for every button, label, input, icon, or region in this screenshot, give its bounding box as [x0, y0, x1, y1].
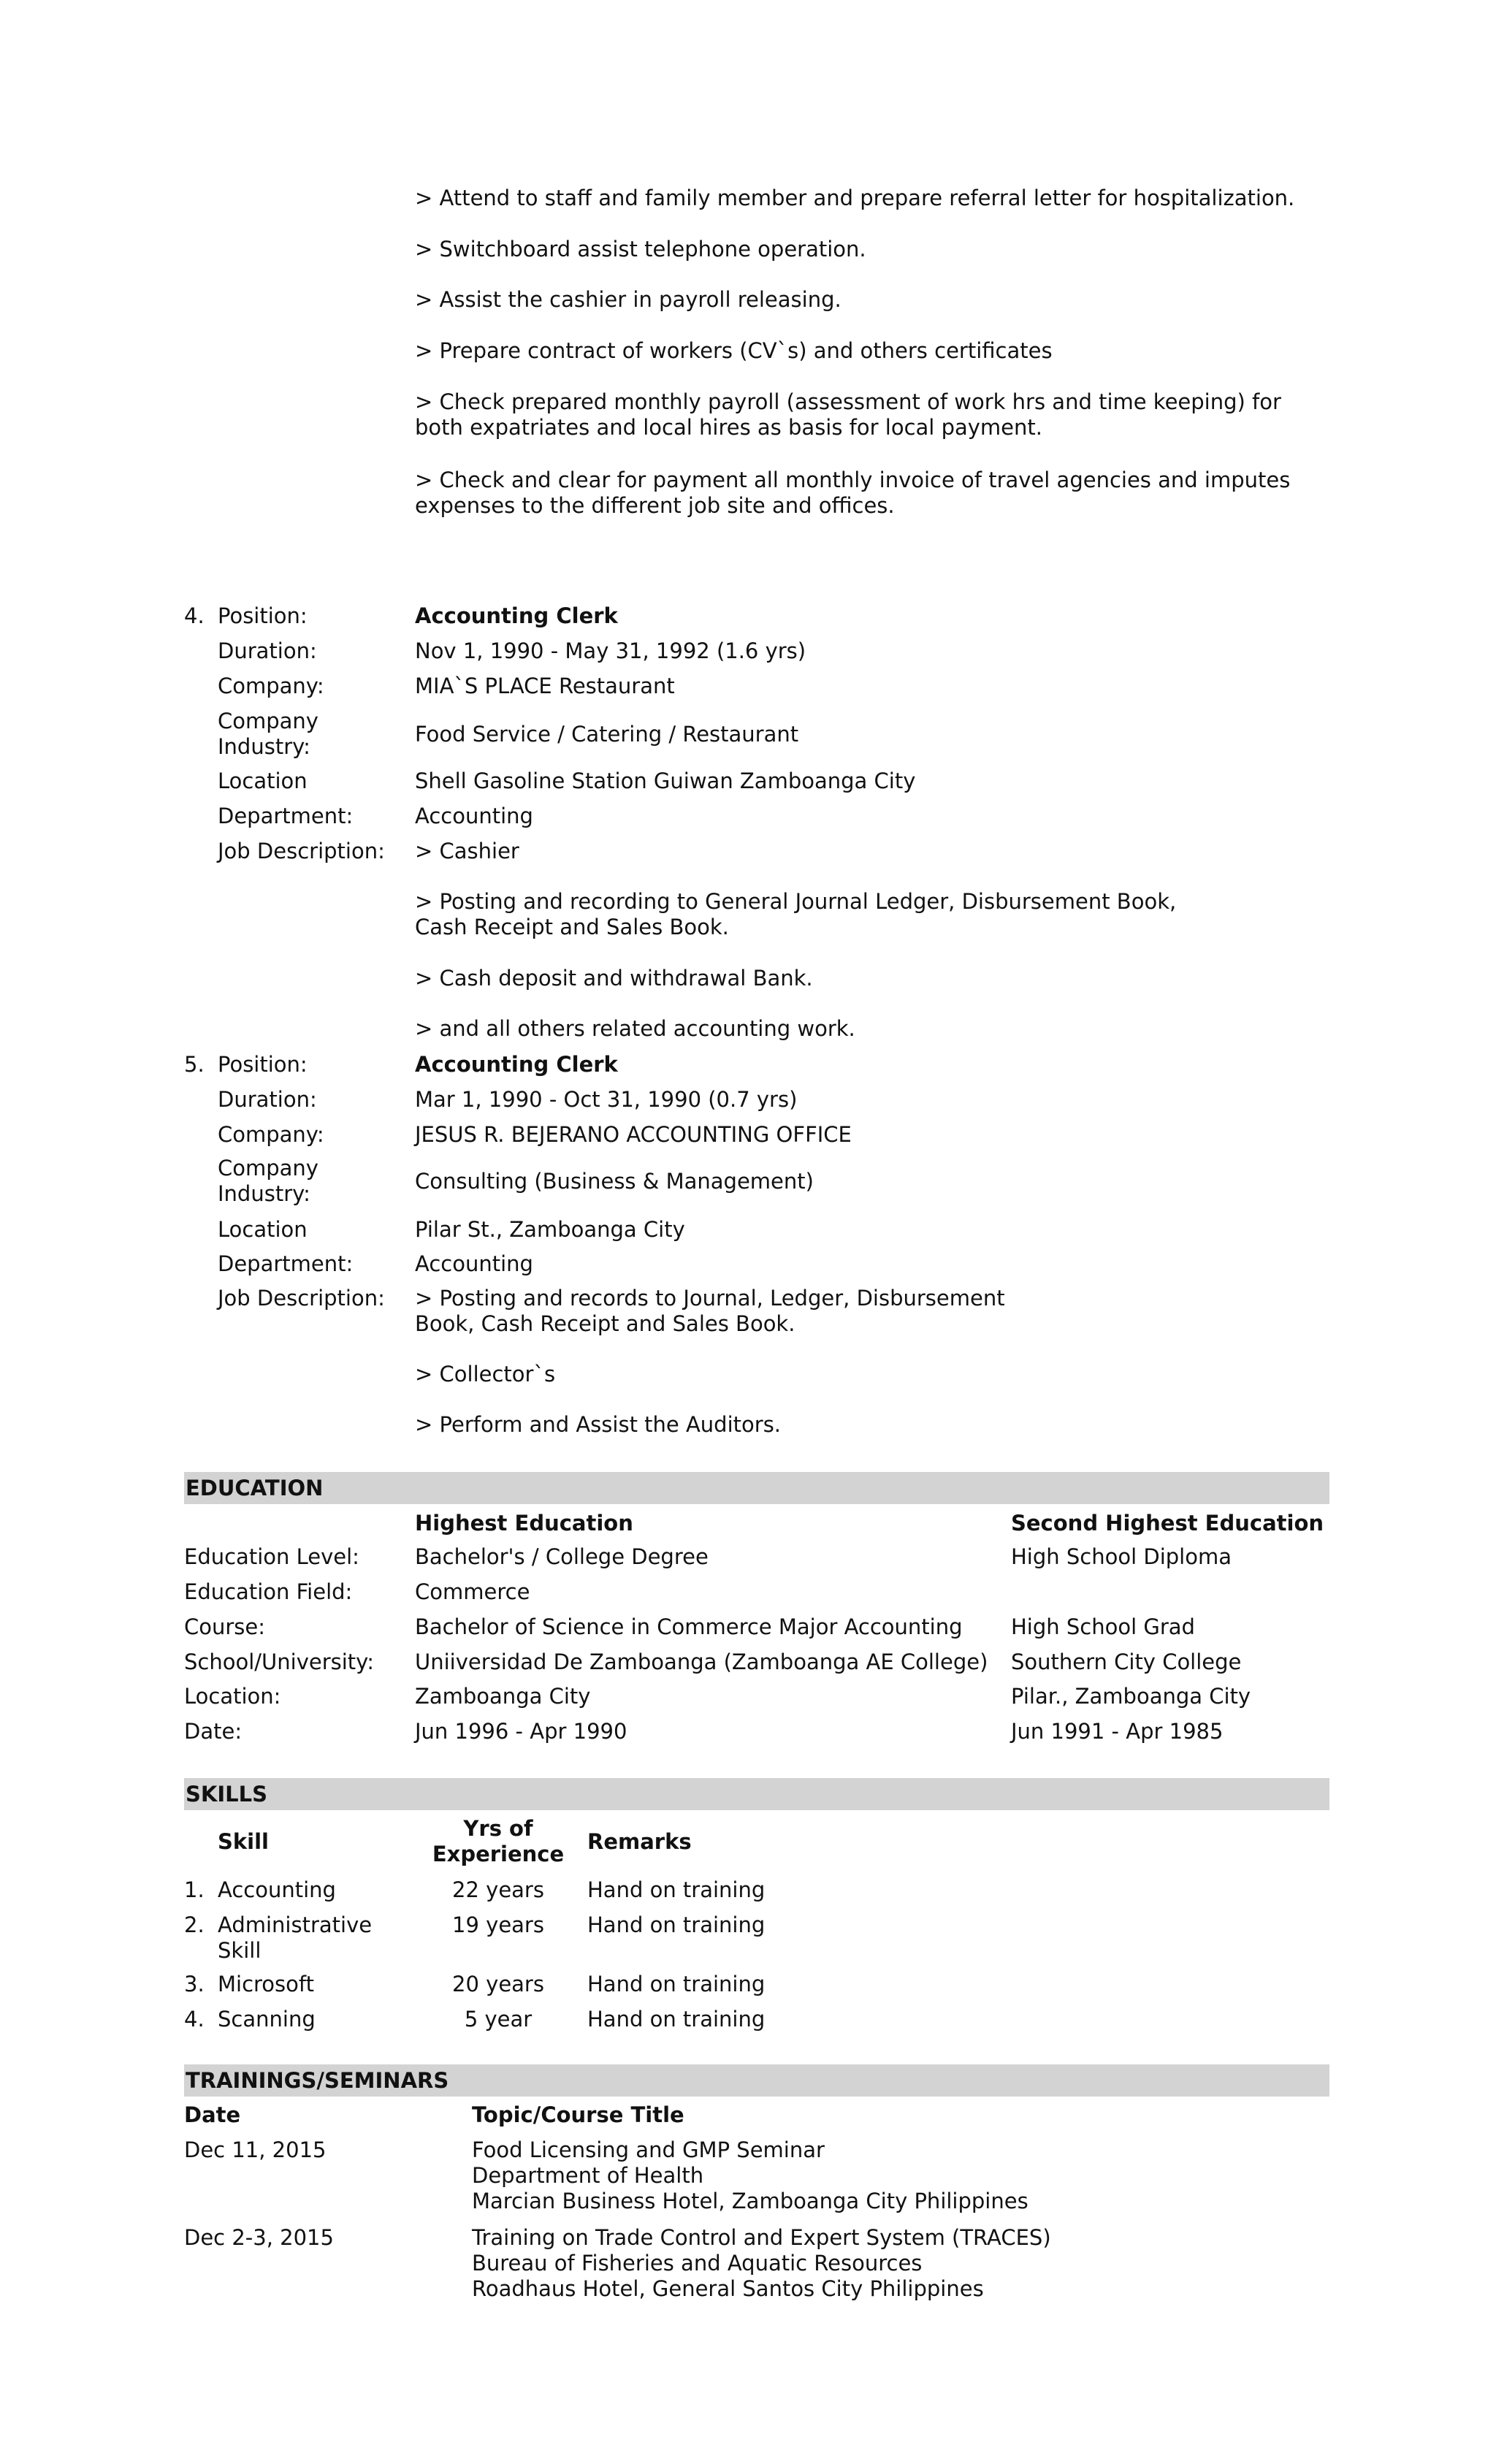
education-section-header: [184, 1472, 1329, 1504]
education-row-value: Southern City College: [1011, 1649, 1242, 1674]
job-description-item: > Collector`s: [415, 1362, 556, 1387]
education-col-highest: Highest Education: [415, 1511, 633, 1536]
skill-remarks: Hand on training: [587, 1972, 766, 1996]
trainings-col-topic: Topic/Course Title: [472, 2102, 684, 2127]
job-description-label: Job Description:: [218, 839, 385, 863]
position-label: Position:: [218, 1052, 308, 1077]
company-value: JESUS R. BEJERANO ACCOUNTING OFFICE: [415, 1122, 852, 1147]
skill-number: 1.: [184, 1877, 205, 1902]
skill-number: 3.: [184, 1972, 205, 1996]
training-topic-line: Marcian Business Hotel, Zamboanga City Philippines: [472, 2189, 1028, 2213]
position-value: Accounting Clerk: [415, 1052, 618, 1077]
education-row-value: Uniiversidad De Zamboanga (Zamboanga AE College): [415, 1649, 988, 1674]
skills-section-header: [184, 1778, 1329, 1810]
skills-col-skill: Skill: [218, 1829, 269, 1854]
job-description-item: > Posting and recording to General Journal Ledger, Disbursement Book, Cash Receipt and Sales Book.: [415, 889, 1177, 940]
location-value: Shell Gasoline Station Guiwan Zamboanga City: [415, 768, 916, 793]
training-topic-line: Roadhaus Hotel, General Santos City Philippines: [472, 2276, 984, 2301]
duration-label: Duration:: [218, 1087, 317, 1112]
department-value: Accounting: [415, 804, 533, 828]
education-row-value: High School Grad: [1011, 1614, 1195, 1639]
job-bullet: > Prepare contract of workers (CV`s) and others certificates: [415, 338, 1053, 363]
department-label: Department:: [218, 804, 354, 828]
skill-name: Scanning: [218, 2007, 316, 2032]
skills-col-remarks: Remarks: [587, 1829, 692, 1854]
skill-years: 22 years: [452, 1877, 544, 1902]
skill-name: Microsoft: [218, 1972, 314, 1996]
trainings-col-date: Date: [184, 2102, 241, 2127]
duration-label: Duration:: [218, 638, 317, 663]
skills-header-text: SKILLS: [186, 1782, 267, 1807]
position-label: Position:: [218, 603, 308, 628]
industry-value: Consulting (Business & Management): [415, 1169, 814, 1194]
skills-col-years: Yrs of Experience: [432, 1816, 565, 1867]
skill-years: 5 year: [464, 2007, 533, 2032]
job-description-item: > and all others related accounting work.: [415, 1016, 855, 1041]
job-description-item: > Cash deposit and withdrawal Bank.: [415, 966, 813, 991]
trainings-section-header: [184, 2064, 1329, 2097]
industry-value: Food Service / Catering / Restaurant: [415, 722, 799, 747]
education-row-value: Pilar., Zamboanga City: [1011, 1684, 1251, 1709]
education-row-value: Commerce: [415, 1579, 530, 1604]
skill-remarks: Hand on training: [587, 2007, 766, 2032]
education-header-text: EDUCATION: [186, 1476, 324, 1500]
location-label: Location: [218, 768, 308, 793]
job-bullet: > Switchboard assist telephone operation.: [415, 237, 866, 262]
location-value: Pilar St., Zamboanga City: [415, 1217, 685, 1242]
training-topic-line: Food Licensing and GMP Seminar: [472, 2137, 825, 2162]
job-description-item: > Cashier: [415, 839, 519, 863]
training-topic-line: Training on Trade Control and Expert System (TRACES): [472, 2225, 1051, 2250]
location-label: Location: [218, 1217, 308, 1242]
job-bullet: > Check prepared monthly payroll (assessment of work hrs and time keeping) for both expatriates and local hires as basis for local payment.: [415, 389, 1281, 440]
education-col-second: Second Highest Education: [1011, 1511, 1324, 1536]
job-number: 5.: [184, 1052, 205, 1077]
department-label: Department:: [218, 1251, 354, 1276]
training-topic-line: Bureau of Fisheries and Aquatic Resources: [472, 2251, 923, 2276]
job-number: 4.: [184, 603, 205, 628]
skill-years: 20 years: [452, 1972, 544, 1996]
industry-label: Company Industry:: [218, 709, 318, 760]
duration-value: Mar 1, 1990 - Oct 31, 1990 (0.7 yrs): [415, 1087, 798, 1112]
training-topic-line: Department of Health: [472, 2163, 704, 2188]
industry-label: Company Industry:: [218, 1156, 318, 1207]
education-row-value: Zamboanga City: [415, 1684, 591, 1709]
job-description-item: > Posting and records to Journal, Ledger, Disbursement Book, Cash Receipt and Sales Book.: [415, 1286, 1005, 1337]
job-bullet: > Assist the cashier in payroll releasing.: [415, 287, 842, 312]
skill-number: 2.: [184, 1912, 205, 1937]
position-value: Accounting Clerk: [415, 603, 618, 628]
education-row-value: Bachelor's / College Degree: [415, 1544, 709, 1569]
education-row-label: Education Field:: [184, 1579, 353, 1604]
training-date: Dec 11, 2015: [184, 2137, 327, 2162]
education-row-label: School/University:: [184, 1649, 374, 1674]
education-row-value: Jun 1996 - Apr 1990: [415, 1719, 627, 1744]
education-row-value: High School Diploma: [1011, 1544, 1232, 1569]
skill-remarks: Hand on training: [587, 1877, 766, 1902]
skill-name: Administrative Skill: [218, 1912, 373, 1964]
job-description-item: > Perform and Assist the Auditors.: [415, 1412, 782, 1437]
job-description-label: Job Description:: [218, 1286, 385, 1311]
skill-name: Accounting: [218, 1877, 336, 1902]
company-label: Company:: [218, 674, 324, 698]
education-row-value: Jun 1991 - Apr 1985: [1011, 1719, 1224, 1744]
training-date: Dec 2-3, 2015: [184, 2225, 334, 2250]
education-row-label: Date:: [184, 1719, 243, 1744]
skill-number: 4.: [184, 2007, 205, 2032]
education-row-value: Bachelor of Science in Commerce Major Accounting: [415, 1614, 963, 1639]
education-row-label: Education Level:: [184, 1544, 359, 1569]
department-value: Accounting: [415, 1251, 533, 1276]
trainings-header-text: TRAININGS/SEMINARS: [186, 2068, 449, 2093]
duration-value: Nov 1, 1990 - May 31, 1992 (1.6 yrs): [415, 638, 806, 663]
company-label: Company:: [218, 1122, 324, 1147]
job-bullet: > Check and clear for payment all monthly invoice of travel agencies and imputes expenses to the different job site and offices.: [415, 468, 1291, 519]
job-bullet: > Attend to staff and family member and prepare referral letter for hospitalization.: [415, 186, 1295, 210]
education-row-label: Course:: [184, 1614, 266, 1639]
skill-remarks: Hand on training: [587, 1912, 766, 1937]
company-value: MIA`S PLACE Restaurant: [415, 674, 675, 698]
skill-years: 19 years: [452, 1912, 544, 1937]
education-row-label: Location:: [184, 1684, 281, 1709]
